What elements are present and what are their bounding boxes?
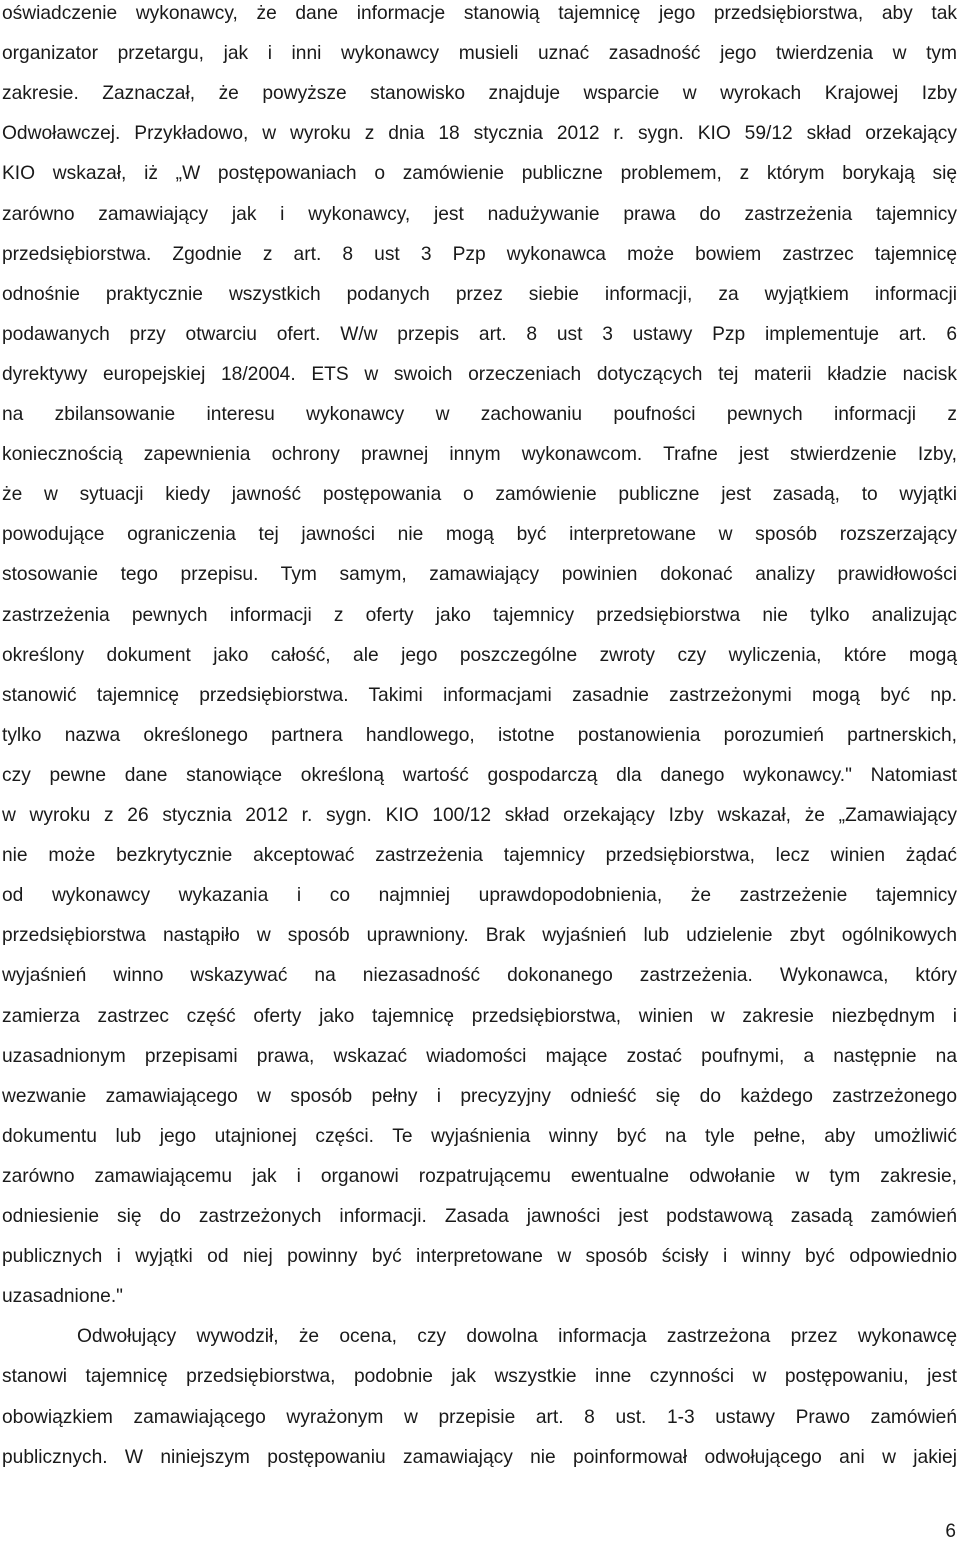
text-line: powodujące ograniczenia tej jawności nie mogą być interpretowane w sposób rozszerzający <box>2 524 957 546</box>
text-line: publicznych i wyjątki od niej powinny być interpretowane w sposób ścisły i winny być odpowiednio <box>2 1246 957 1268</box>
text-line: dokumentu lub jego utajnionej części. Te wyjaśnienia winny być na tyle pełne, aby umożliwić <box>2 1125 957 1147</box>
text-line: zakresie. Zaznaczał, że powyższe stanowisko znajduje wsparcie w wyrokach Krajowej Izby <box>2 83 957 105</box>
text-line: publicznych. W niniejszym postępowaniu zamawiający nie poinformował odwołującego ani w jakiej <box>2 1446 957 1468</box>
page-number: 6 <box>945 1521 956 1542</box>
text-line: uzasadnionym przepisami prawa, wskazać wiadomości mające zostać poufnymi, a następnie na <box>2 1045 957 1067</box>
text-line: uzasadnione." <box>2 1286 123 1308</box>
text-line: KIO wskazał, iż „W postępowaniach o zamówienie publiczne problemem, z którym borykają się <box>2 163 957 185</box>
text-line: tylko nazwa określonego partnera handlowego, istotne postanowienia porozumień partnerskich, <box>2 724 957 746</box>
text-line: przedsiębiorstwa. Zgodnie z art. 8 ust 3 Pzp wykonawca może bowiem zastrzec tajemnicę <box>2 243 957 265</box>
text-line: stanowić tajemnicę przedsiębiorstwa. Takimi informacjami zasadnie zastrzeżonymi mogą być np. <box>2 684 957 706</box>
text-line: podawanych przy otwarciu ofert. W/w przepis art. 8 ust 3 ustawy Pzp implementuje art. 6 <box>2 323 957 345</box>
text-line: zamierza zastrzec część oferty jako tajemnicę przedsiębiorstwa, winien w zakresie niezbędnym i <box>2 1005 957 1027</box>
text-line: koniecznością zapewnienia ochrony prawnej innym wykonawcom. Trafne jest stwierdzenie Izby, <box>2 444 957 466</box>
text-line: odnośnie praktycznie wszystkich podanych przez siebie informacji, za wyjątkiem informacji <box>2 283 957 305</box>
text-line: stosowanie tego przepisu. Tym samym, zamawiający powinien dokonać analizy prawidłowości <box>2 564 957 586</box>
text-line: Odwołujący wywodził, że ocena, czy dowolna informacja zastrzeżona przez wykonawcę <box>77 1326 957 1348</box>
text-line: organizator przetargu, jak i inni wykonawcy musieli uznać zasadność jego twierdzenia w tym <box>2 43 957 65</box>
text-line: nie może bezkrytycznie akceptować zastrzeżenia tajemnicy przedsiębiorstwa, lecz winien żądać <box>2 845 957 867</box>
text-line: określony dokument jako całość, ale jego poszczególne zwroty czy wyliczenia, które mogą <box>2 644 957 666</box>
text-line: w wyroku z 26 stycznia 2012 r. sygn. KIO 100/12 skład orzekający Izby wskazał, że „Zamawiający <box>2 805 957 826</box>
text-line: na zbilansowanie interesu wykonawcy w zachowaniu poufności pewnych informacji z <box>2 404 957 425</box>
text-line: wezwanie zamawiającego w sposób pełny i precyzyjny odnieść się do każdego zastrzeżonego <box>2 1085 957 1107</box>
text-line: zarówno zamawiającemu jak i organowi rozpatrującemu ewentualne odwołanie w tym zakresie, <box>2 1165 957 1187</box>
text-line: oświadczenie wykonawcy, że dane informacje stanowią tajemnicę jego przedsiębiorstwa, aby tak <box>2 3 957 24</box>
text-line: czy pewne dane stanowiące określoną wartość gospodarczą dla danego wykonawcy." Natomiast <box>2 764 957 786</box>
text-line: zarówno zamawiający jak i wykonawcy, jest nadużywanie prawa do zastrzeżenia tajemnicy <box>2 203 957 225</box>
text-line: odniesienie się do zastrzeżonych informacji. Zasada jawności jest podstawową zasadą zamówień <box>2 1206 957 1227</box>
text-line: że w sytuacji kiedy jawność postępowania o zamówienie publiczne jest zasadą, to wyjątki <box>2 484 957 506</box>
text-line: obowiązkiem zamawiającego wyrażonym w przepisie art. 8 ust. 1-3 ustawy Prawo zamówień <box>2 1406 957 1428</box>
text-line: przedsiębiorstwa nastąpiło w sposób uprawniony. Brak wyjaśnień lub udzielenie zbyt ogólnikowych <box>2 925 957 947</box>
text-line: stanowi tajemnicę przedsiębiorstwa, podobnie jak wszystkie inne czynności w postępowaniu, jest <box>2 1366 957 1388</box>
text-line: zastrzeżenia pewnych informacji z oferty jako tajemnicy przedsiębiorstwa nie tylko analizując <box>2 604 957 626</box>
text-line: Odwoławczej. Przykładowo, w wyroku z dnia 18 stycznia 2012 r. sygn. KIO 59/12 skład orzekający <box>2 123 957 145</box>
text-line: dyrektywy europejskiej 18/2004. ETS w swoich orzeczeniach dotyczących tej materii kładzie nacisk <box>2 363 957 385</box>
text-line: od wykonawcy wykazania i co najmniej uprawdopodobnienia, że zastrzeżenie tajemnicy <box>2 885 957 907</box>
text-line: wyjaśnień winno wskazywać na niezasadność dokonanego zastrzeżenia. Wykonawca, który <box>2 965 957 987</box>
